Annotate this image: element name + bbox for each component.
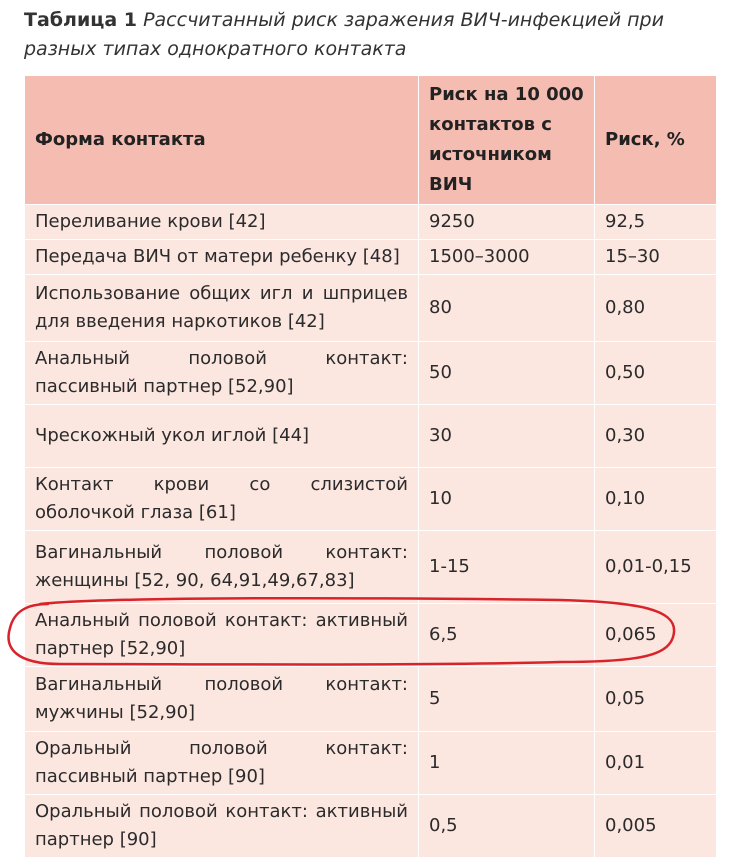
cell-contact-form: Чрескожный укол иглой [44] (25, 405, 419, 468)
cell-risk-percent: 0,01-0,15 (595, 531, 717, 604)
header-contact-form: Форма контакта (25, 76, 419, 205)
table-row-highlighted (25, 667, 717, 732)
header-risk-percent: Риск, % (595, 76, 717, 205)
cell-risk-per-10000: 0,5 (419, 795, 595, 858)
cell-risk-per-10000: 1-15 (419, 531, 595, 604)
cell-risk-per-10000: 6,5 (419, 604, 595, 667)
table-row (25, 205, 717, 240)
cell-contact-form: Вагинальный половой контакт: мужчины [52,90] (25, 667, 419, 732)
cell-risk-percent: 0,05 (595, 667, 717, 732)
cell-risk-per-10000: 1 (419, 732, 595, 795)
cell-risk-per-10000: 1500–3000 (419, 240, 595, 275)
table-row (25, 342, 717, 405)
cell-risk-percent: 0,065 (595, 604, 717, 667)
cell-risk-per-10000: 9250 (419, 205, 595, 240)
table-header-row (25, 76, 717, 205)
cell-contact-form: Анальный половой контакт: пассивный партнер [52,90] (25, 342, 419, 405)
cell-contact-form: Вагинальный половой контакт: женщины [52, 90, 64,91,49,67,83] (25, 531, 419, 604)
cell-risk-per-10000: 50 (419, 342, 595, 405)
cell-risk-per-10000: 30 (419, 405, 595, 468)
caption-text: Рассчитанный риск заражения ВИЧ-инфекцией при разных типах однократного контакта (24, 9, 664, 60)
cell-contact-form: Анальный половой контакт: активный партнер [52,90] (25, 604, 419, 667)
cell-risk-per-10000: 5 (419, 667, 595, 732)
caption-label: Таблица 1 (24, 9, 138, 31)
table-row (25, 468, 717, 531)
table-row (25, 604, 717, 667)
table-row (25, 732, 717, 795)
table-row (25, 531, 717, 604)
cell-risk-percent: 92,5 (595, 205, 717, 240)
cell-contact-form: Контакт крови со слизистой оболочкой глаза [61] (25, 468, 419, 531)
cell-contact-form: Переливание крови [42] (25, 205, 419, 240)
cell-risk-percent: 0,30 (595, 405, 717, 468)
cell-risk-percent: 0,50 (595, 342, 717, 405)
table-caption (24, 6, 724, 64)
table-row (25, 405, 717, 468)
risk-table (24, 75, 717, 858)
cell-risk-percent: 15–30 (595, 240, 717, 275)
cell-risk-per-10000: 80 (419, 275, 595, 342)
cell-risk-percent: 0,80 (595, 275, 717, 342)
cell-risk-percent: 0,10 (595, 468, 717, 531)
table-row (25, 275, 717, 342)
table-row (25, 240, 717, 275)
cell-contact-form: Использование общих игл и шприцев для введения наркотиков [42] (25, 275, 419, 342)
cell-contact-form: Оральный половой контакт: активный партнер [90] (25, 795, 419, 858)
header-risk-per-10000: Риск на 10 000 контактов с источником ВИЧ (419, 76, 595, 205)
cell-risk-percent: 0,01 (595, 732, 717, 795)
cell-risk-per-10000: 10 (419, 468, 595, 531)
table-row (25, 795, 717, 858)
cell-contact-form: Оральный половой контакт: пассивный партнер [90] (25, 732, 419, 795)
cell-risk-percent: 0,005 (595, 795, 717, 858)
cell-contact-form: Передача ВИЧ от матери ребенку [48] (25, 240, 419, 275)
